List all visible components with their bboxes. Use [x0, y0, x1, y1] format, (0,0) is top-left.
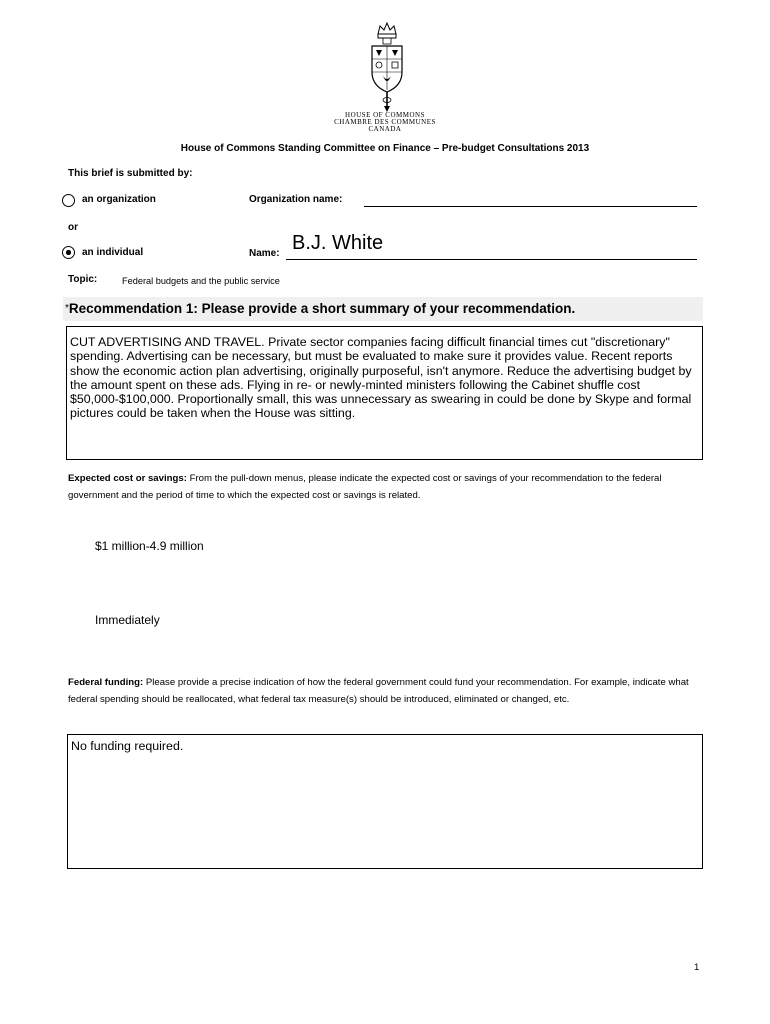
document-title: House of Commons Standing Committee on Finance – Pre-budget Consultations 2013 — [180, 143, 590, 154]
organization-radio[interactable] — [62, 194, 75, 207]
expected-cost-description: From the pull-down menus, please indicate the expected cost or savings of your recommendation to the federal government and the period of time to which the expected cost or savings is related. — [68, 473, 662, 501]
required-star: * — [65, 303, 69, 314]
individual-radio[interactable] — [62, 246, 75, 259]
house-of-commons-crest-icon — [362, 20, 412, 115]
organization-name-label: Organization name: — [249, 194, 343, 205]
cost-amount-select[interactable]: $1 million-4.9 million — [95, 539, 204, 553]
individual-option-label: an individual — [82, 247, 144, 258]
house-name-line-3: CANADA — [368, 125, 402, 133]
topic-value[interactable]: Federal budgets and the public service — [122, 276, 280, 286]
expected-cost-paragraph — [68, 471, 708, 504]
house-name-line-1: HOUSE OF COMMONS — [345, 111, 425, 119]
house-name-line-2: CHAMBRE DES COMMUNES — [334, 118, 436, 126]
federal-funding-description: Please provide a precise indication of how the federal government could fund your recommendation. For example, indicate what federal spending should be reallocated, what federal tax measure(s) should be introduced, eliminated or changed, etc. — [68, 677, 689, 705]
federal-funding-text-box[interactable]: No funding required. — [67, 734, 703, 869]
recommendation-text-box[interactable]: CUT ADVERTISING AND TRAVEL. Private sector companies facing difficult financial times cut "discretionary" spending. Advertising can be necessary, but must be evaluated to make sure it provides value. Recent reports show the economic action plan advertising, originally purposeful, isn't anymore. Reduce the advertising budget by the amount spent on these ads. Flying in re- or newly-minted ministers following the Cabinet shuffle cost $50,000-$100,000. Proportionally small, this was unnecessary as swearing in could be done by Skype and formal pictures could be taken when the House was sitting. — [66, 326, 703, 460]
or-label: or — [68, 222, 78, 233]
organization-option-label: an organization — [82, 194, 156, 205]
name-field-value[interactable]: B.J. White — [292, 232, 384, 254]
recommendation-heading — [63, 297, 703, 321]
name-label: Name: — [249, 248, 280, 259]
submitted-by-prompt: This brief is submitted by: — [68, 168, 193, 179]
topic-label: Topic: — [68, 274, 98, 285]
cost-period-select[interactable]: Immediately — [95, 613, 160, 627]
page-number: 1 — [694, 962, 700, 973]
organization-name-field[interactable] — [364, 194, 697, 207]
federal-funding-label: Federal funding: — [68, 677, 144, 688]
expected-cost-label: Expected cost or savings: — [68, 473, 187, 484]
federal-funding-paragraph — [68, 675, 708, 708]
recommendation-heading-text: Recommendation 1: Please provide a short summary of your recommendation. — [68, 301, 576, 316]
